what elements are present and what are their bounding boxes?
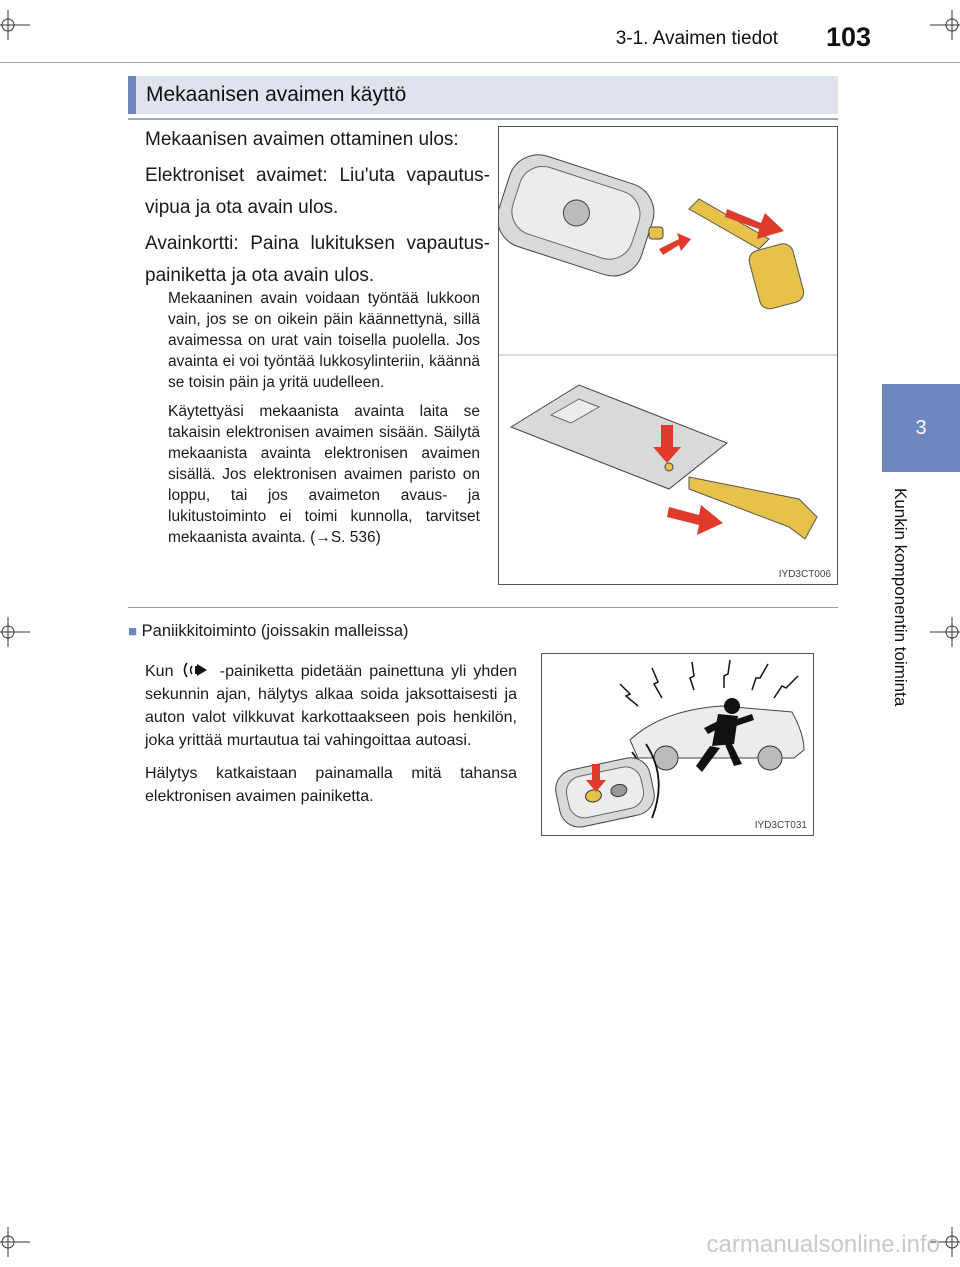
section-divider — [128, 607, 838, 608]
note-store-key: Käytettyäsi mekaanista avainta laita se takaisin elektronisen avaimen sisään. Säilytä mekaanista avainta elektronisen avaimen sisällä. Jos elektronisen avaimen paristo on loppu, tai jos avaimeton avaus- ja lukitustoiminto ei toimi kunnolla, tarvitset mekaanista avainta. (→S. 536) — [168, 403, 480, 546]
section-body — [145, 124, 490, 292]
panic-stop-text: Hälytys katkaistaan painamalla mitä tahansa elektronisen avaimen painiketta. — [145, 765, 517, 805]
heading-bullet-icon: ■ — [128, 623, 138, 640]
panic-text-after: -painiketta pidetään painettuna yli yhden sekunnin ajan, hälytys alkaa soida jaksottaisesti ja auton valot vilkkuvat karkottaakseen pois henkilön, joka yrittää murtautua tai vahingoittaa autoasi. — [145, 663, 518, 749]
intro-text: Mekaanisen avaimen ottaminen ulos: — [145, 129, 459, 150]
panic-illustration — [542, 654, 813, 835]
card-key-text: Avainkortti: Paina lukituksen vapautus-painiketta ja ota avain ulos. — [145, 233, 490, 286]
running-title: 3-1. Avaimen tiedot — [615, 28, 778, 49]
notes — [168, 288, 480, 548]
section-title: Mekaanisen avaimen käyttö — [128, 76, 838, 114]
header-rule — [0, 62, 960, 63]
key-illustration — [499, 127, 837, 584]
note-insert-key: Mekaaninen avain voidaan työntää lukkoon vain, jos se on oikein päin käännettynä, sillä avaimessa on urat vain toisella puolella. Jos avainta ei voi työntää lukkosylinteriin, käännä se toisin päin ja yritä uudelleen. — [168, 290, 480, 391]
panic-heading — [128, 622, 409, 641]
watermark: carmanualsonline.info — [706, 1231, 940, 1258]
chapter-tab — [882, 384, 960, 472]
panic-text-before: Kun — [145, 663, 174, 680]
section-rule — [128, 118, 838, 120]
panic-figure — [541, 653, 814, 836]
page-number: 103 — [826, 22, 872, 52]
chapter-number: 3 — [915, 417, 927, 439]
key-figure — [498, 126, 838, 585]
figure-code: IYD3CT006 — [778, 569, 831, 580]
figure-code-2: IYD3CT031 — [754, 820, 807, 831]
chapter-title-text: Kunkin komponentin toiminta — [891, 488, 910, 707]
panic-heading-text: Paniikkitoiminto (joissakin malleissa) — [141, 622, 409, 640]
panic-body — [145, 660, 517, 808]
panic-button-icon — [181, 661, 213, 679]
chapter-side-title — [850, 488, 950, 748]
electronic-key-text: Elektroniset avaimet: Liu'uta vapautus-vipua ja ota avain ulos. — [145, 165, 490, 218]
